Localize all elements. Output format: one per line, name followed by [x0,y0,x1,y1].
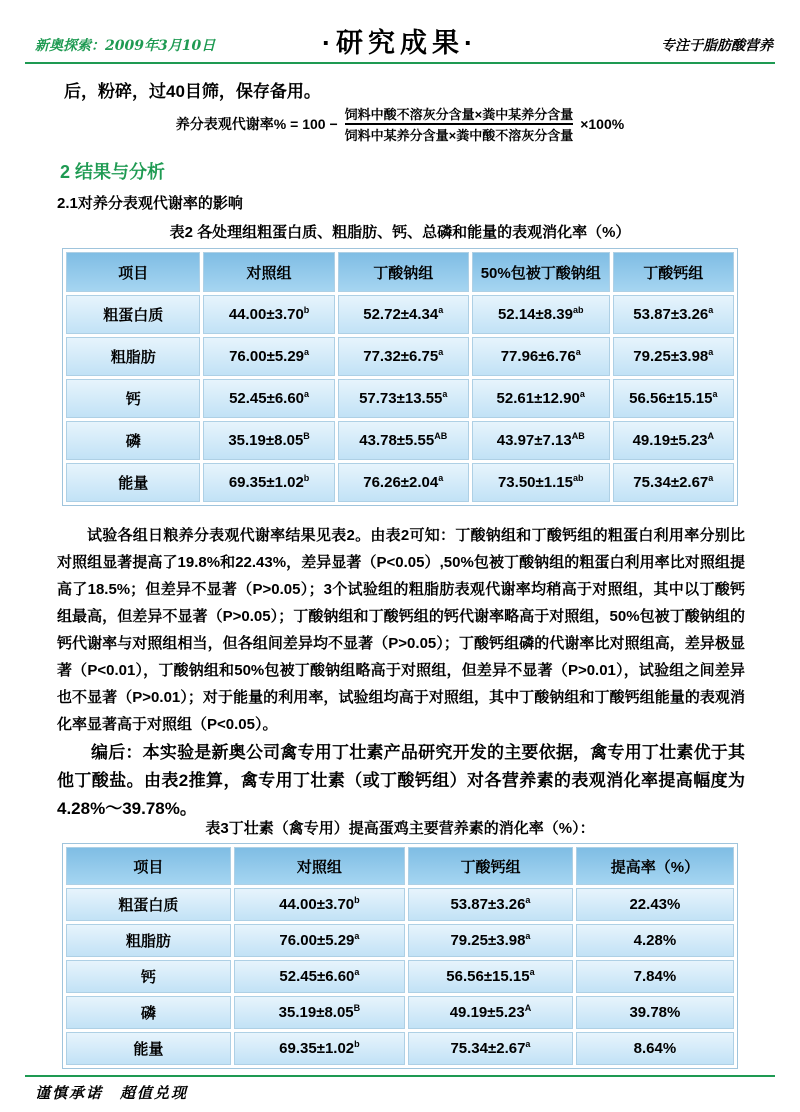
formula-rhs: ×100% [580,116,625,132]
table2-col-header: 对照组 [203,252,334,292]
significance-superscript: a [525,895,531,905]
significance-superscript: ab [572,305,584,315]
results-paragraph: 试验各组日粮养分表观代谢率结果见表2。由表2可知：丁酸钠组和丁酸钙组的粗蛋白利用率分别比对照组显著提高了19.8%和22.43%，差异显著（P<0.05）,50%包被丁酸钠组的粗蛋白利用率比对照组提高了18.5%；但差异不显著（P>0.05）；3个试验组的粗脂肪表观代谢率均稍高于对照组，其中以丁酸钙组最高，但差异不显著（P>0.05）；丁酸钠组和丁酸钙组的钙代谢率略高于对照组，50%包被丁酸钠组的钙代谢率与对照组相当，但各组间差异均不显著（P>0.05）；丁酸钙组磷的代谢率比对照组高，差异极显著（P<0.01），丁酸钠组和50%包被丁酸钠组略高于对照组，但差异不显著（P>0.01），试验组之间差异也不显著（P>0.01）；对于能量的利用率，试验组均高于对照组，其中丁酸钠组和丁酸钙组能量的表观消化率显著高于对照组（P<0.05）。 [57,527,745,733]
significance-superscript: B [353,1003,361,1013]
footer-slogan: 谨慎承诺 超值兑现 [35,1084,189,1102]
significance-superscript: a [304,347,310,357]
table3-col-header: 项目 [66,847,231,885]
table-row [66,960,734,993]
formula-fraction [345,104,574,144]
significance-superscript: a [712,389,718,399]
value-cell: 77.96±6.76$^a$ [472,337,610,376]
table3-col-header: 提高率（%） [576,847,734,885]
row-label-cell: 粗蛋白质 [66,295,200,334]
formula-denominator: 饲料中某养分含量×粪中酸不溶灰分含量 [345,123,574,144]
improvement-table-3 [62,843,738,1069]
editor-note-paragraph: 编后：本实验是新奥公司禽专用丁壮素产品研究开发的主要依据，禽专用丁壮素优于其他丁酸盐。由表2推算，禽专用丁壮素（或丁酸钙组）对各营养素的表观消化率提高幅度为4.28%～39.78%。 [57,743,745,818]
row-label-cell: 能量 [66,463,200,502]
table3-col-header: 丁酸钙组 [408,847,573,885]
value-cell: $43.78\pm 5.55^{AB}$ [338,421,469,460]
value-cell: 69.35±1.02$^b$ [234,1032,405,1065]
value-cell: 44.00±3.70$^b$ [234,888,405,921]
table2-col-header: 丁酸钙组 [613,252,734,292]
table3 [62,843,738,1069]
value-cell: 77.32±6.75$^a$ [338,337,469,376]
significance-superscript: b [354,895,360,905]
significance-superscript: a [525,931,531,941]
table3-header-row [66,847,734,885]
significance-superscript: b [303,473,310,483]
significance-superscript: a [529,967,535,977]
masthead-title: ·研究成果· [322,28,478,58]
value-cell: 8.64% [576,1032,734,1065]
value-cell: 75.34±2.67$^a$ [408,1032,573,1065]
significance-superscript: a [575,347,581,357]
value-cell: $35.19\pm 8.05^B$ [234,996,405,1029]
metabolic-rate-formula [0,104,800,144]
value-cell: 56.56±15.15$^a$ [613,379,734,418]
significance-superscript: a [579,389,585,399]
value-cell: 52.61±12.90$^a$ [472,379,610,418]
table2 [62,248,738,506]
table2-col-header: 丁酸钠组 [338,252,469,292]
table3-caption: 表3丁壮素（禽专用）提高蛋鸡主要营养素的消化率（%）： [205,820,595,837]
table3-col-header: 对照组 [234,847,405,885]
row-label-cell: 磷 [66,996,231,1029]
table-row [66,379,734,418]
value-cell: 73.50±1.15$^{ab}$ [472,463,610,502]
row-label-cell: 粗脂肪 [66,337,200,376]
value-cell: 69.35±1.02$^b$ [203,463,334,502]
footer-divider [25,1075,775,1077]
significance-superscript: a [442,389,448,399]
significance-superscript: a [708,473,714,483]
significance-superscript: b [303,305,310,315]
masthead [25,26,775,64]
value-cell: 7.84% [576,960,734,993]
table-row [66,463,734,502]
table-row [66,924,734,957]
significance-superscript: a [354,931,360,941]
subsection-title: 2.1对养分表观代谢率的影响 [57,195,243,212]
value-cell: 52.72±4.34$^a$ [338,295,469,334]
row-label-cell: 粗蛋白质 [66,888,231,921]
table-row [66,421,734,460]
value-cell: 39.78% [576,996,734,1029]
value-cell: 52.14±8.39$^{ab}$ [472,295,610,334]
value-cell: $43.97\pm 7.13^{AB}$ [472,421,610,460]
value-cell: $49.19\pm 5.23^A$ [613,421,734,460]
table2-col-header: 50%包被丁酸钠组 [472,252,610,292]
value-cell: 52.45±6.60$^a$ [203,379,334,418]
intro-text: 后，粉碎，过40目筛，保存备用。 [64,82,321,101]
value-cell: 44.00±3.70$^b$ [203,295,334,334]
table2-caption: 表2 各处理组粗蛋白质、粗脂肪、钙、总磷和能量的表观消化率（%） [169,224,631,241]
value-cell: 57.73±13.55$^a$ [338,379,469,418]
table-row [66,1032,734,1065]
value-cell: $35.19\pm 8.05^B$ [203,421,334,460]
value-cell: 56.56±15.15$^a$ [408,960,573,993]
significance-superscript: a [708,305,714,315]
significance-superscript: a [438,305,444,315]
significance-superscript: a [525,1039,531,1049]
value-cell: 52.45±6.60$^a$ [234,960,405,993]
significance-superscript: AB [434,431,448,441]
row-label-cell: 钙 [66,960,231,993]
table-row [66,996,734,1029]
value-cell: 75.34±2.67$^a$ [613,463,734,502]
row-label-cell: 钙 [66,379,200,418]
table2-header-row [66,252,734,292]
significance-superscript: a [304,389,310,399]
significance-superscript: a [438,473,444,483]
value-cell: $49.19\pm 5.23^A$ [408,996,573,1029]
value-cell: 79.25±3.98$^a$ [613,337,734,376]
row-label-cell: 能量 [66,1032,231,1065]
value-cell: 53.87±3.26$^a$ [613,295,734,334]
significance-superscript: A [524,1003,532,1013]
value-cell: 76.26±2.04$^a$ [338,463,469,502]
significance-superscript: a [708,347,714,357]
section-title: 2 结果与分析 [60,162,166,182]
row-label-cell: 粗脂肪 [66,924,231,957]
significance-superscript: ab [572,473,584,483]
significance-superscript: b [354,1039,360,1049]
table-row [66,888,734,921]
significance-superscript: B [303,431,310,441]
significance-superscript: a [438,347,444,357]
masthead-date: 新奥探索：2009年3月10日 [35,38,216,54]
table-row [66,295,734,334]
formula-lhs: 养分表观代谢率% = 100 − [175,116,338,132]
value-cell: 76.00±5.29$^a$ [234,924,405,957]
value-cell: 4.28% [576,924,734,957]
row-label-cell: 磷 [66,421,200,460]
table2-col-header: 项目 [66,252,200,292]
formula-numerator: 饲料中酸不溶灰分含量×粪中某养分含量 [344,107,574,122]
digestibility-table-2 [62,248,738,506]
value-cell: 22.43% [576,888,734,921]
significance-superscript: AB [571,431,585,441]
value-cell: 79.25±3.98$^a$ [408,924,573,957]
significance-superscript: a [354,967,360,977]
masthead-tagline: 专注于脂肪酸营养 [661,38,773,54]
value-cell: 53.87±3.26$^a$ [408,888,573,921]
value-cell: 76.00±5.29$^a$ [203,337,334,376]
table-row [66,337,734,376]
significance-superscript: A [707,431,715,441]
